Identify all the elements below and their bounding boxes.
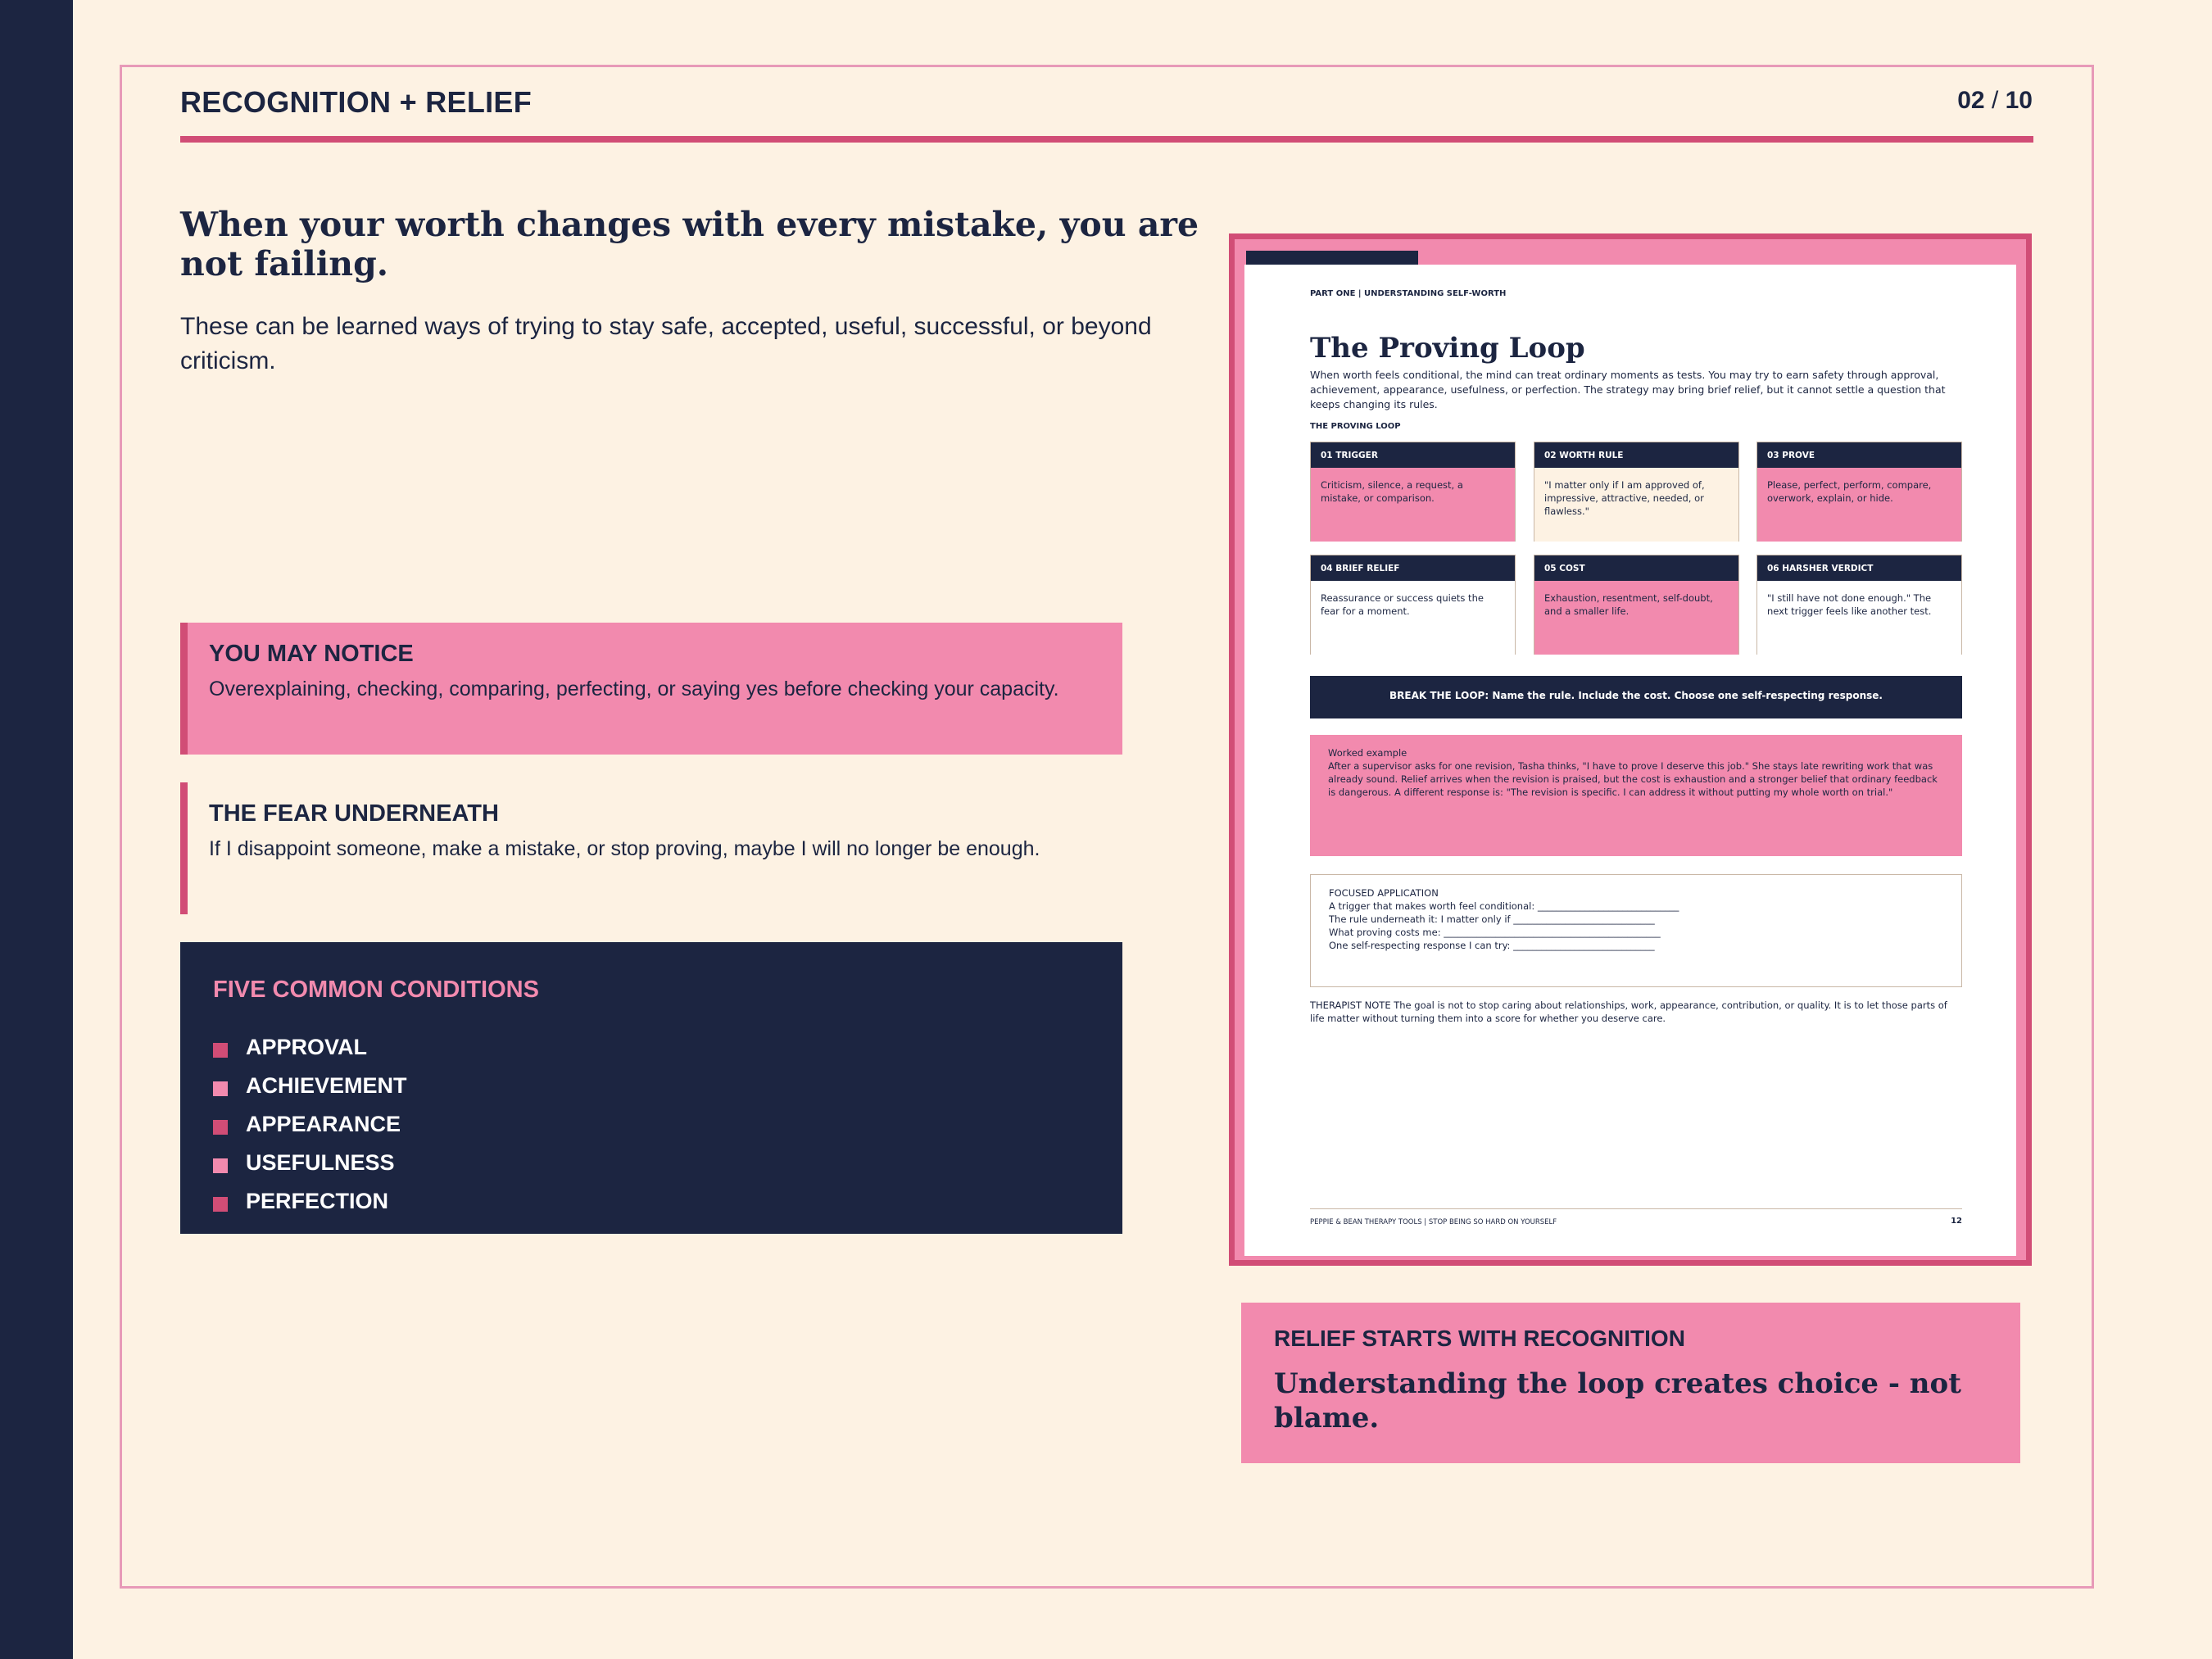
- headline: When your worth changes with every mistake, you are not failing.: [180, 205, 1199, 283]
- page-separator: /: [1991, 87, 1999, 114]
- fear-underneath-callout: [180, 782, 1122, 914]
- fear-text: If I disappoint someone, make a mistake, or stop proving, maybe I will no longer be enough.: [209, 837, 1040, 860]
- focused-application-title: FOCUSED APPLICATION: [1329, 887, 1439, 899]
- focused-application-line: The rule underneath it: I matter only if ______________________________: [1329, 913, 1655, 925]
- worksheet-intro: When worth feels conditional, the mind can treat ordinary moments as tests. You may try to earn safety through approval, achievement, appearance, usefulness, or perfection. The strategy may bring brief relief, but it cannot settle a question that keeps changing its rules.: [1310, 369, 1946, 410]
- focused-application-line: One self-respecting response I can try: ______________________________: [1329, 940, 1655, 951]
- loop-section-label: THE PROVING LOOP: [1310, 422, 1401, 431]
- loop-step-card: [1534, 555, 1739, 655]
- worksheet-footer-divider: [1310, 1208, 1962, 1209]
- subheadline: These can be learned ways of trying to stay safe, accepted, useful, successful, or beyond criticism.: [180, 313, 1152, 374]
- worksheet-preview: [1229, 233, 2032, 1266]
- page-counter: [1917, 87, 2033, 115]
- loop-step-text: "I still have not done enough." The next trigger feels like another test.: [1757, 581, 1961, 655]
- worked-example-title: Worked example: [1328, 747, 1407, 759]
- worksheet-footer: PEPPIE & BEAN THERAPY TOOLS | STOP BEING SO HARD ON YOURSELF: [1310, 1218, 1557, 1226]
- loop-step-title: 03 PROVE: [1757, 442, 1961, 468]
- notice-text: Overexplaining, checking, comparing, perfecting, or saying yes before checking your capacity.: [209, 678, 1059, 700]
- condition-label: PERFECTION: [246, 1189, 389, 1213]
- preview-tab-accent: [1246, 251, 1418, 265]
- loop-step-text: "I matter only if I am approved of, impressive, attractive, needed, or flawless.": [1534, 468, 1738, 542]
- square-bullet-icon: [213, 1081, 228, 1096]
- loop-step-title: 01 TRIGGER: [1311, 442, 1515, 468]
- condition-item: [213, 1067, 1122, 1105]
- loop-step-text: Reassurance or success quiets the fear for a moment.: [1311, 581, 1515, 655]
- square-bullet-icon: [213, 1158, 228, 1173]
- conditions-title: FIVE COMMON CONDITIONS: [213, 977, 539, 1003]
- left-sidebar-bar: [0, 0, 73, 1659]
- loop-step-card: [1310, 555, 1516, 655]
- page-current: 02: [1957, 87, 1985, 114]
- square-bullet-icon: [213, 1197, 228, 1212]
- condition-item: [213, 1144, 1122, 1182]
- focused-application-line: A trigger that makes worth feel conditional: ______________________________: [1329, 900, 1679, 912]
- condition-item: [213, 1105, 1122, 1144]
- break-the-loop-banner: BREAK THE LOOP: Name the rule. Include the cost. Choose one self-respecting response.: [1310, 676, 1962, 718]
- worksheet-page-number: 12: [1951, 1217, 1962, 1226]
- loop-step-text: Please, perfect, perform, compare, overwork, explain, or hide.: [1757, 468, 1961, 542]
- five-conditions-panel: [180, 942, 1122, 1234]
- condition-label: APPEARANCE: [246, 1112, 401, 1136]
- loop-step-title: 06 HARSHER VERDICT: [1757, 555, 1961, 581]
- square-bullet-icon: [213, 1043, 228, 1058]
- loop-step-card: [1534, 442, 1739, 542]
- worksheet-part-label: PART ONE | UNDERSTANDING SELF-WORTH: [1310, 289, 1507, 298]
- loop-step-card: [1310, 442, 1516, 542]
- condition-label: ACHIEVEMENT: [246, 1073, 407, 1098]
- loop-step-card: [1756, 555, 1962, 655]
- loop-step-title: 05 COST: [1534, 555, 1738, 581]
- condition-label: USEFULNESS: [246, 1150, 395, 1175]
- condition-label: APPROVAL: [246, 1035, 368, 1059]
- relief-text: Understanding the loop creates choice - not blame.: [1274, 1367, 1961, 1435]
- fear-title: THE FEAR UNDERNEATH: [209, 800, 499, 827]
- loop-step-title: 02 WORTH RULE: [1534, 442, 1738, 468]
- focused-application-line: What proving costs me: ______________________________________________: [1329, 927, 1661, 938]
- loop-step-title: 04 BRIEF RELIEF: [1311, 555, 1515, 581]
- relief-callout: [1241, 1303, 2020, 1463]
- condition-item: [213, 1182, 1122, 1221]
- page-total: 10: [2005, 87, 2033, 114]
- condition-item: [213, 1028, 1122, 1067]
- loop-step-text: Exhaustion, resentment, self-doubt, and a smaller life.: [1534, 581, 1738, 655]
- loop-step-text: Criticism, silence, a request, a mistake, or comparison.: [1311, 468, 1515, 542]
- therapist-note: THERAPIST NOTE The goal is not to stop caring about relationships, work, appearance, contribution, or quality. It is to let those parts of life matter without turning them into a score for whether you deserve care.: [1310, 999, 1947, 1024]
- relief-label: RELIEF STARTS WITH RECOGNITION: [1274, 1326, 1685, 1351]
- page-title: RECOGNITION + RELIEF: [180, 85, 533, 119]
- square-bullet-icon: [213, 1120, 228, 1135]
- worked-example-box: [1310, 735, 1962, 856]
- loop-step-card: [1756, 442, 1962, 542]
- notice-title: YOU MAY NOTICE: [209, 641, 414, 667]
- you-may-notice-callout: [180, 623, 1122, 755]
- worked-example-text: After a supervisor asks for one revision, Tasha thinks, "I have to prove I deserve this job." She stays late rewriting work that was already sound. Relief arrives when the revision is praised, but the cost is exhaustion and a stronger belief that ordinary feedback is dangerous. A different response is: "The revision is specific. I can address it without putting my whole worth on trial.": [1328, 760, 1938, 798]
- worksheet-title: The Proving Loop: [1310, 332, 1585, 365]
- focused-application-box: [1310, 874, 1962, 987]
- header-divider: [180, 136, 2033, 143]
- worksheet-page: [1244, 265, 2016, 1256]
